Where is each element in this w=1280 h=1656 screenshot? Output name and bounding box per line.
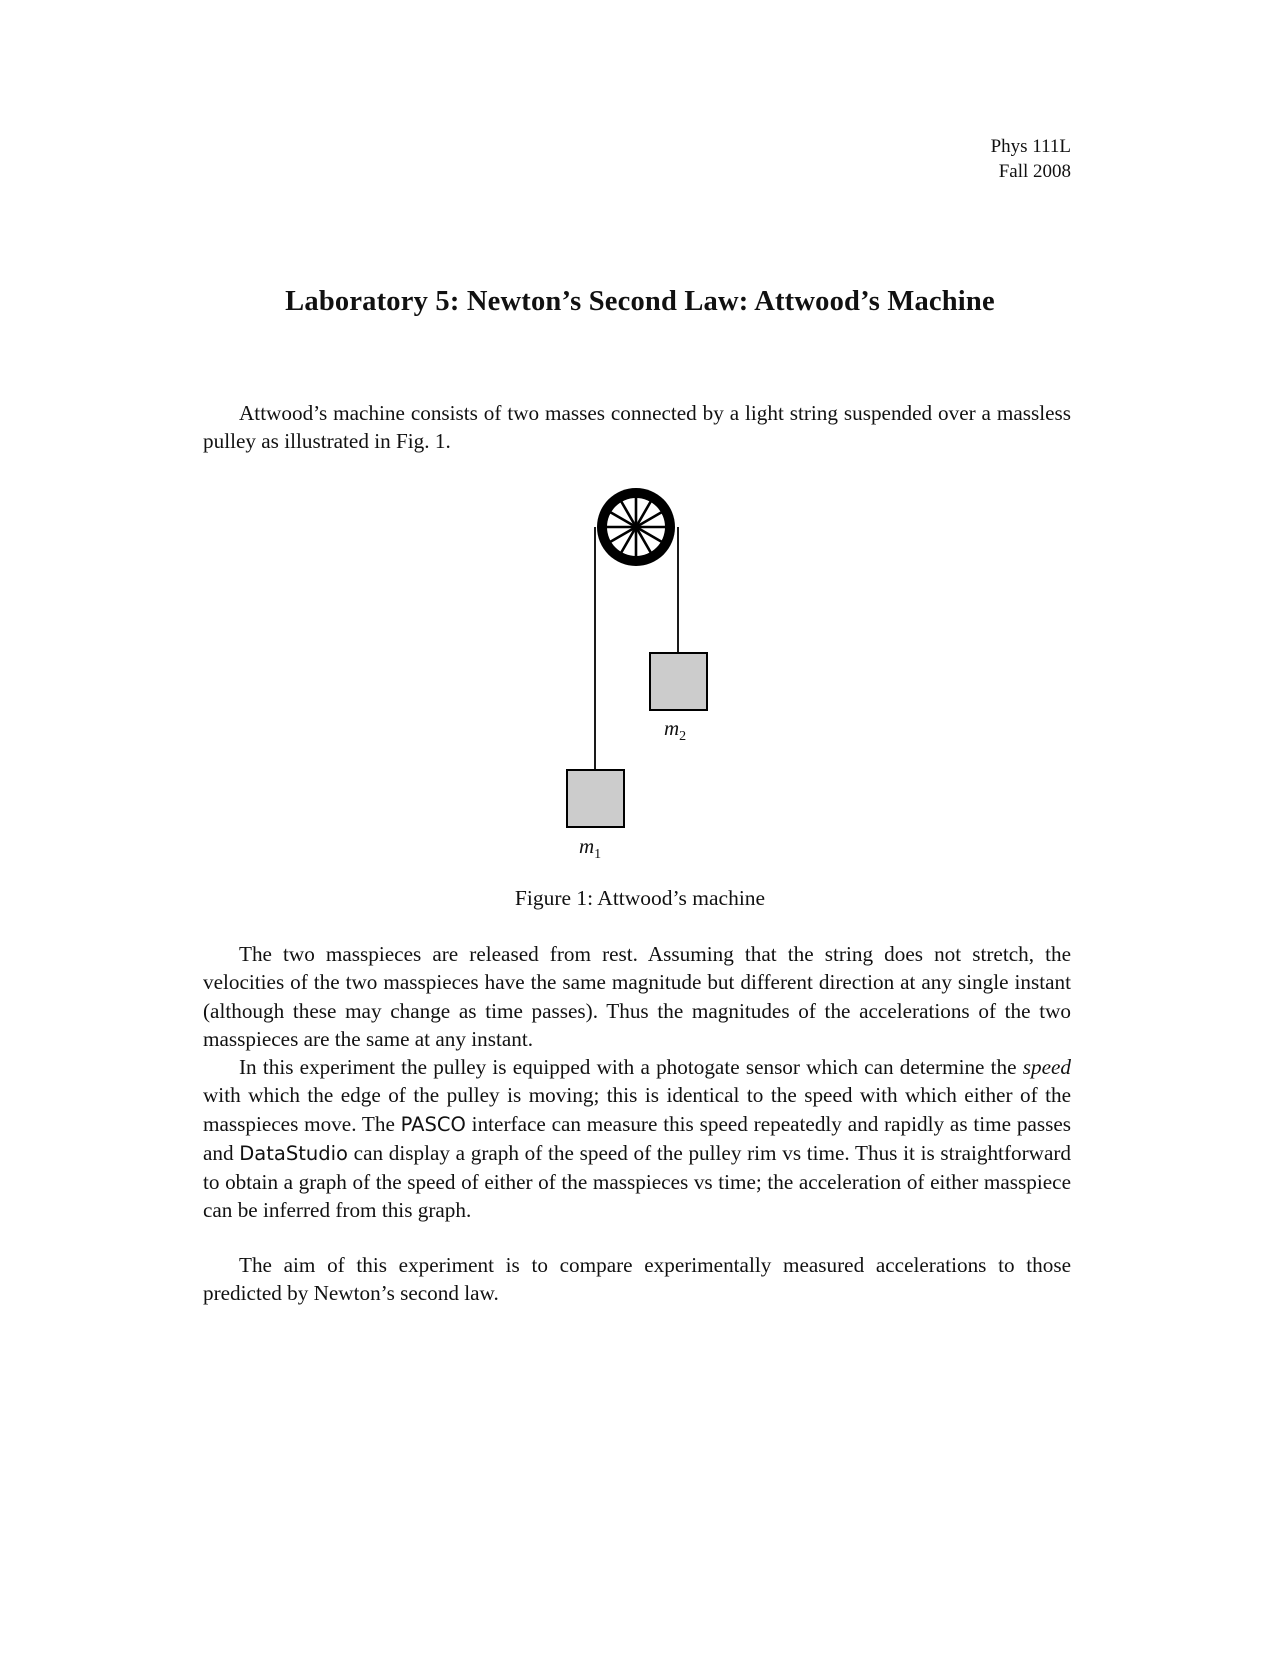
- mass-m1: [567, 770, 624, 827]
- mass-m2: [650, 653, 707, 710]
- mass-label-m1: [579, 834, 601, 863]
- course-header: [991, 134, 1071, 184]
- mass-label-m2: [664, 716, 686, 745]
- p3-text-2: with which the edge of the pulley is moving; this is identical to the speed with which either of the masspieces move. The: [203, 1083, 1071, 1136]
- intro-text: Attwood’s machine consists of two masses connected by a light string suspended over a massless pulley as illustrated in Fig. 1.: [203, 401, 1071, 454]
- paragraph-photogate: [203, 1053, 1071, 1225]
- pulley-icon: [597, 488, 675, 566]
- m1-symbol: m: [579, 834, 595, 858]
- course-code: Phys 111L: [990, 136, 1071, 157]
- paragraph-release: [203, 940, 1071, 1053]
- term: Fall 2008: [998, 161, 1071, 182]
- attwood-machine-figure: [540, 480, 740, 863]
- datastudio-name: DataStudio: [239, 1141, 348, 1165]
- paragraph-aim-text: The aim of this experiment is to compare experimentally measured accelerations to those predicted by Newton’s second law.: [203, 1253, 1071, 1306]
- m2-subscript: 2: [679, 729, 687, 745]
- paragraph-release-text: The two masspieces are released from rest. Assuming that the string does not stretch, the velocities of the two masspieces have the same magnitude but different direction at any single instant (although these may change as time passes). Thus the magnitudes of the accelerations of the two masspieces are the same at any instant.: [203, 942, 1071, 1051]
- m2-symbol: m: [664, 716, 680, 740]
- speed-emphasis: speed: [1022, 1055, 1071, 1079]
- p3-text-4: can display a graph of the speed of the pulley rim vs time. Thus it is straightforward to obtain a graph of the speed of either of the masspieces vs time; the acceleration of either masspiece can be inferred from this graph.: [203, 1140, 1072, 1223]
- intro-paragraph: [203, 399, 1071, 456]
- p3-text-1: In this experiment the pulley is equipped with a photogate sensor which can determine the: [239, 1055, 1023, 1079]
- pasco-name: PASCO: [400, 1112, 466, 1136]
- paragraph-aim: [203, 1251, 1071, 1308]
- figure-caption: Figure 1: Attwood’s machine: [514, 886, 766, 910]
- m1-subscript: 1: [594, 847, 602, 863]
- page-title: Laboratory 5: Newton’s Second Law: Attwood’s Machine: [285, 286, 995, 317]
- p3-text-3: interface can measure this speed repeatedly and rapidly as time passes and: [203, 1111, 1071, 1165]
